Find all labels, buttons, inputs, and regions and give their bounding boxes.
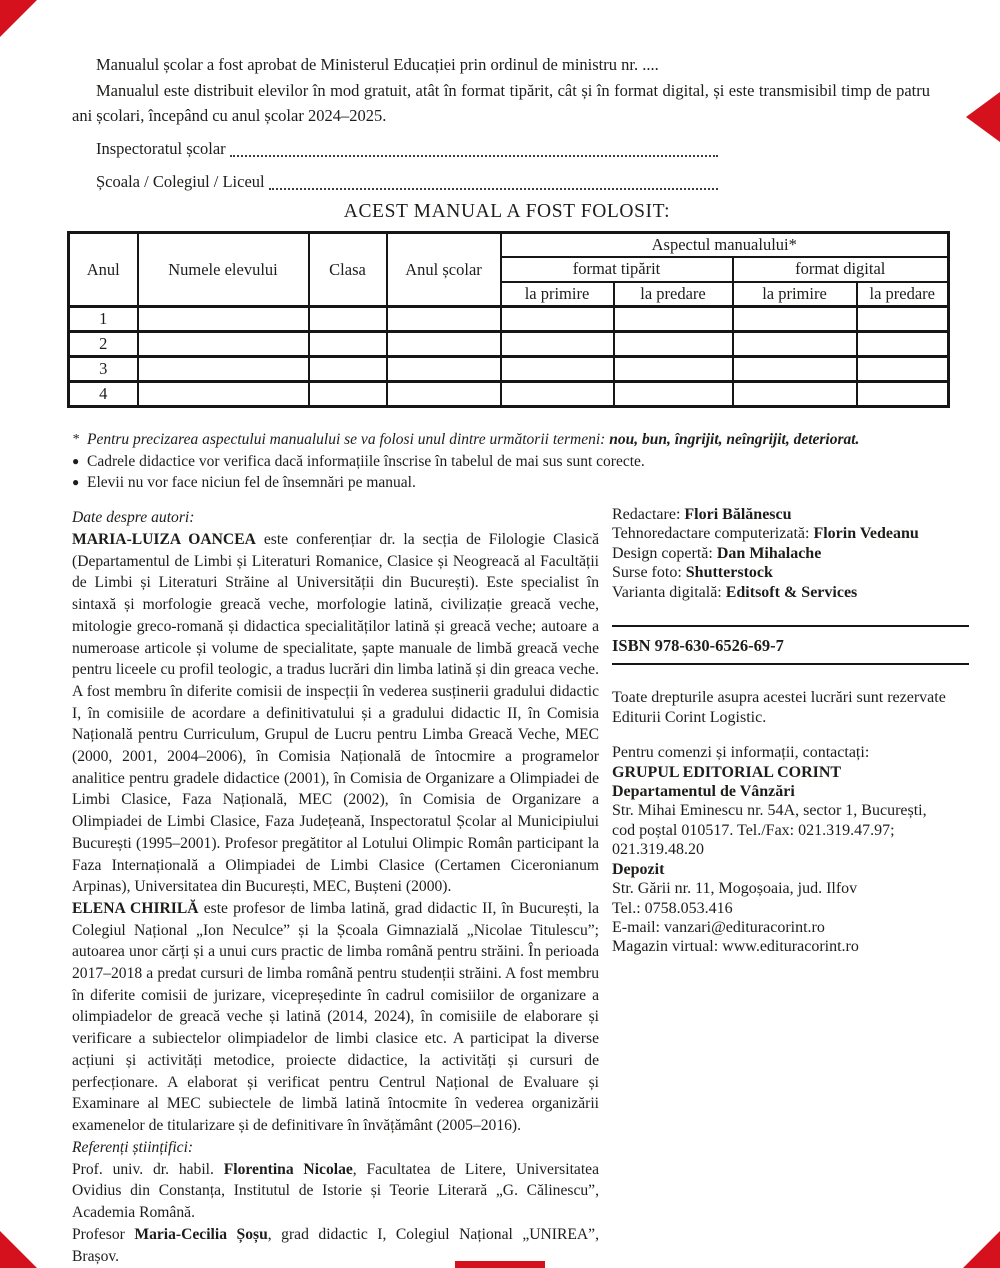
distribution-paragraph: Manualul este distribuit elevilor în mod gratuit, atât în format tipărit, cât și în format digital, și este transmisibil timp de patru ani școlari, începând cu anul școlar 2024–2025.: [72, 80, 930, 125]
isbn: ISBN 978-630-6526-69-7: [612, 636, 784, 656]
empty-cell: [857, 382, 949, 407]
intro-block: [72, 52, 930, 195]
school-label: Școala / Colegiul / Liceul: [96, 171, 265, 191]
empty-cell: [733, 332, 857, 357]
col-header-aspect: Aspectul manualului*: [501, 233, 949, 257]
row-number: 2: [69, 332, 138, 357]
col-header-school-year: Anul școlar: [387, 233, 501, 307]
credit-surse-foto: Surse foto: Shutterstock: [612, 564, 773, 582]
footnotes: [72, 429, 952, 494]
row-number: 3: [69, 357, 138, 382]
empty-cell: [501, 307, 614, 332]
credits-column: [612, 505, 969, 957]
empty-cell: [387, 332, 501, 357]
referent2-line: Profesor Maria-Cecilia Șoșu, grad didactic I, Colegiul Național „UNIREA”, Brașov.: [72, 1225, 599, 1265]
sales-department: Departamentul de Vânzări: [612, 783, 795, 801]
empty-cell: [387, 382, 501, 407]
school-fill-line: [269, 169, 718, 190]
empty-cell: [501, 382, 614, 407]
empty-cell: [857, 332, 949, 357]
empty-cell: [614, 382, 733, 407]
contact-block: [612, 743, 969, 956]
empty-cell: [138, 332, 309, 357]
address-line-1: Str. Mihai Eminescu nr. 54A, sector 1, București,: [612, 802, 927, 820]
asterisk-marker: *: [72, 432, 79, 447]
authors-heading: Date despre autori:: [72, 509, 195, 526]
table-row: [69, 332, 949, 357]
col-header-year: Anul: [69, 233, 138, 307]
divider-line: [612, 663, 969, 665]
empty-cell: [309, 382, 387, 407]
empty-cell: [614, 332, 733, 357]
bullet-note-1: [72, 451, 952, 473]
contact-intro: Pentru comenzi și informații, contactați:: [612, 744, 870, 762]
inspectorate-label: Inspectoratul școlar: [96, 138, 226, 158]
author1-name: MARIA-LUIZA OANCEA: [72, 531, 256, 548]
page-turn-bottom-right-icon[interactable]: [963, 1231, 1000, 1268]
row-number: 4: [69, 382, 138, 407]
bullet-icon: ●: [72, 453, 80, 468]
publisher-group: GRUPUL EDITORIAL CORINT: [612, 763, 842, 781]
bullet-icon: ●: [72, 475, 80, 489]
credit-redactare: Redactare: Flori Bălănescu: [612, 506, 792, 523]
authors-column: [72, 507, 599, 1267]
page-edge-arrow-icon[interactable]: [966, 92, 1000, 142]
page-turn-top-left-icon[interactable]: [0, 0, 37, 37]
empty-cell: [857, 307, 949, 332]
inspectorate-line: [72, 136, 718, 162]
empty-cell: [733, 307, 857, 332]
credit-tehnoredactare: Tehnoredactare computerizată: Florin Vedeanu: [612, 525, 919, 543]
approval-paragraph: Manualul școlar a fost aprobat de Ministerul Educației prin ordinul de ministru nr. ....: [96, 55, 659, 74]
address-line-2: cod poștal 010517. Tel./Fax: 021.319.47.97;: [612, 821, 895, 839]
col-header-printed: format tipărit: [501, 257, 733, 282]
bullet-note-2-text: Elevii nu vor face niciun fel de însemnări pe manual.: [87, 474, 416, 491]
col-header-class: Clasa: [309, 233, 387, 307]
address-line-3: 021.319.48.20: [612, 841, 704, 859]
author1-bio: MARIA-LUIZA OANCEA este conferențiar dr. la secția de Filologie Clasică (Departamentul de Limbi și Literaturi Romanice, Clasice și Neogreacă al Facultății de Limbi și Literaturi Străine al Universității din București). Este specialist în sintaxă și morfologie greacă veche, morfologie latină, civilizație greacă veche, mitologie greco-romană și didactica specialităților latină și greacă veche; autoare a numeroase articole și volume de specialitate, șapte manuale de limbă greacă veche pentru liceele cu profil teologic, a tradus lucrări din limba latină și din greaca veche. A fost membru în diferite comisii de inspecții în vederea susținerii gradului didactic I, în comisiile de acordare a definitivatului și a gradului didactic II, în Comisia Națională pentru Curriculum, Grupul de Lucru pentru Limba Greacă Veche, MEC (2000, 2001, 2004–2006), în Comisia Națională de întocmire a programelor analitice pentru gradele didactice (2001), în Comisia de Organizare a Olimpiadei de Limbi Clasice, Faza Națională, MEC (2002), în Comisia de Organizare a Olimpiadei de Limbi Clasice, Faza Județeană, Inspectoratul Școlar al Municipiului București (1995–2001). Profesor pregătitor al Lotului Olimpic Român participant la Faza Internațională a Olimpiadei de Limbi Clasice (Certamen Ciceronianum Arpinas), Universitatea din București, MEC, Bușteni (2000).: [72, 531, 599, 896]
page-turn-bottom-left-icon[interactable]: [0, 1231, 37, 1268]
author2-bio: ELENA CHIRILĂ este profesor de limba latină, grad didactic II, în București, la Colegiul Național „Ion Neculce” și la Școala Gimnazială „Nicolae Titulescu”; autoarea unor cărți și a unui curs practic de limba română pentru străini. În perioada 2017–2018 a predat cursuri de limba română pentru studenții străini. A fost membru în diferite comisii de jurizare, vicepreședinte în cadrul comisiilor de organizare a olimpiadelor de greacă veche și latină (2014, 2024), în comisiile de elaborare și verificare a subiectelor olimpiadelor de limbi clasice etc. A participat la diverse acțiuni și activități metodice, proiecte didactice, la activități și cursuri de perfecționare. A elaborat și verificat pentru Centrul Național de Evaluare și Examinare al MEC subiectele de limbă latină întocmite în vederea organizării examenelor de titularizare și de definitivare în învățământ (2005–2016).: [72, 899, 599, 1134]
empty-cell: [309, 307, 387, 332]
warehouse-phone: Tel.: 0758.053.416: [612, 899, 733, 917]
online-shop: Magazin virtual: www.edituracorint.ro: [612, 938, 859, 956]
empty-cell: [733, 357, 857, 382]
row-number: 1: [69, 307, 138, 332]
empty-cell: [733, 382, 857, 407]
referent1-line: Prof. univ. dr. habil. Florentina Nicolae, Facultatea de Litere, Universitatea Ovidius din Constanța, Institutul de Istorie și Teorie Literară „G. Călinescu”, Academia Română.: [72, 1160, 599, 1222]
col-header-receipt-printed: la primire: [501, 282, 614, 307]
empty-cell: [387, 307, 501, 332]
empty-cell: [138, 307, 309, 332]
empty-cell: [857, 357, 949, 382]
referents-heading: Referenți științifici:: [72, 1138, 194, 1156]
condition-terms: nou, bun, îngrijit, neîngrijit, deteriorat.: [609, 431, 860, 448]
col-header-student-name: Numele elevului: [138, 233, 309, 307]
col-header-return-digital: la predare: [857, 282, 949, 307]
warehouse-label: Depozit: [612, 860, 665, 878]
usage-table-title: ACEST MANUAL A FOST FOLOSIT:: [343, 201, 671, 222]
empty-cell: [614, 307, 733, 332]
col-header-return-printed: la predare: [614, 282, 733, 307]
empty-cell: [614, 357, 733, 382]
empty-cell: [501, 357, 614, 382]
col-header-digital: format digital: [733, 257, 949, 282]
rights-statement: Toate drepturile asupra acestei lucrări sunt rezervate Editurii Corint Logistic.: [612, 689, 946, 726]
referent1-name: Florentina Nicolae: [223, 1160, 353, 1178]
empty-cell: [138, 382, 309, 407]
bullet-note-1-text: Cadrele didactice vor verifica dacă informațiile înscrise în tabelul de mai sus sunt corecte.: [87, 452, 645, 470]
table-row: [69, 307, 949, 332]
asterisk-note-text: Pentru precizarea aspectului manualului se va folosi unul dintre următorii termeni: nou, bun, îngrijit, neîngrijit, deteriorat.: [87, 431, 860, 448]
school-line: [72, 169, 718, 195]
empty-cell: [309, 357, 387, 382]
usage-table: [67, 231, 950, 408]
table-row: [69, 382, 949, 407]
asterisk-note: [72, 429, 952, 451]
referent2-name: Maria-Cecilia Șoșu: [134, 1225, 268, 1243]
inspectorate-fill-line: [230, 136, 718, 157]
empty-cell: [309, 332, 387, 357]
credit-design: Design copertă: Dan Mihalache: [612, 544, 822, 562]
contact-email: E-mail: vanzari@edituracorint.ro: [612, 918, 825, 936]
empty-cell: [387, 357, 501, 382]
col-header-receipt-digital: la primire: [733, 282, 857, 307]
warehouse-address: Str. Gării nr. 11, Mogoșoaia, jud. Ilfov: [612, 880, 858, 898]
bullet-note-2: [72, 472, 952, 494]
author2-name: ELENA CHIRILĂ: [72, 899, 199, 917]
table-row: [69, 357, 949, 382]
credit-varianta-digitala: Varianta digitală: Editsoft & Services: [612, 583, 858, 601]
empty-cell: [138, 357, 309, 382]
empty-cell: [501, 332, 614, 357]
